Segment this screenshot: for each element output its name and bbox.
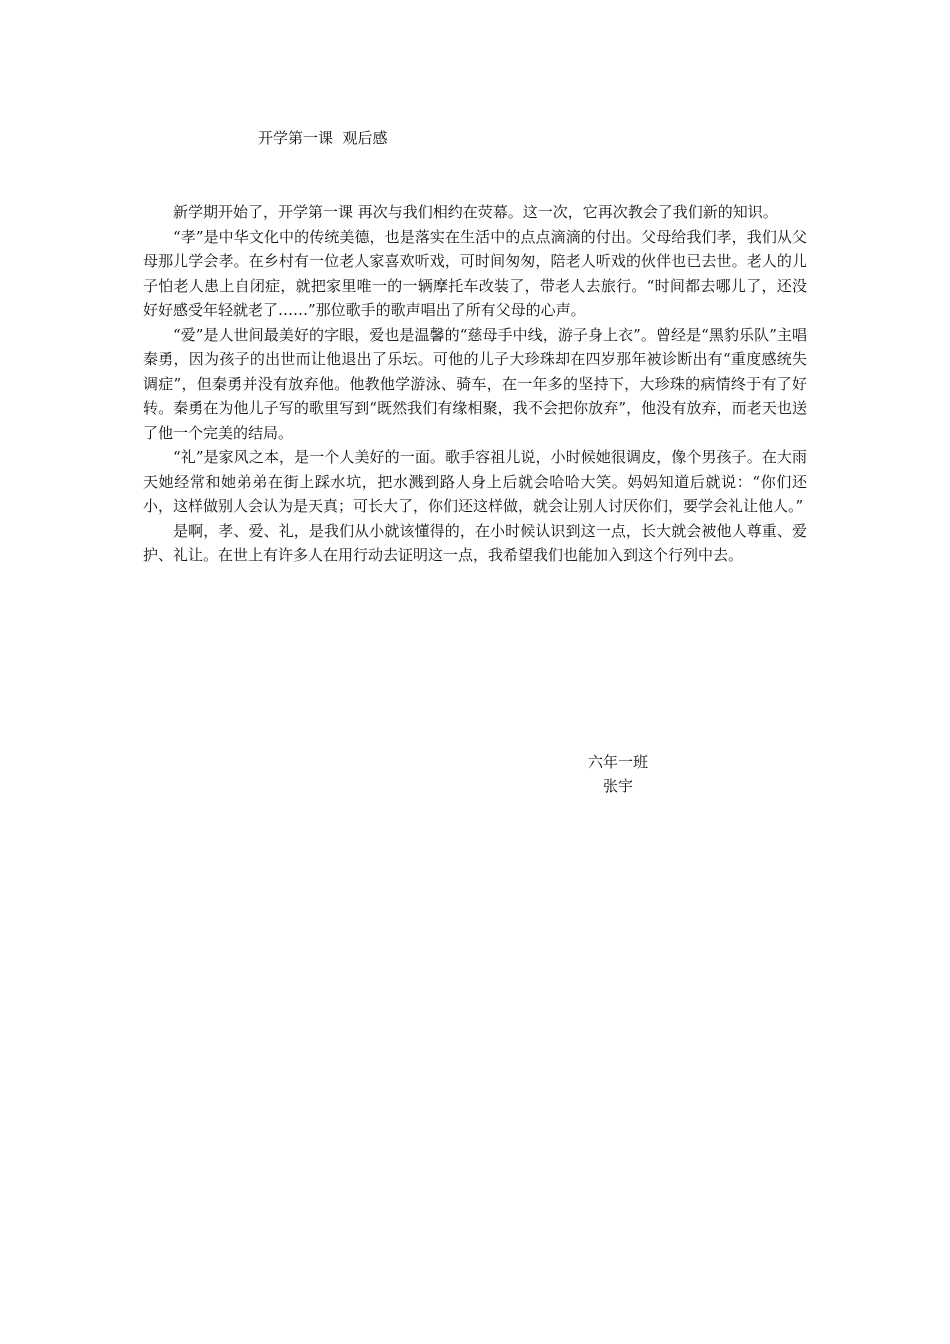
class-name: 六年一班	[587, 753, 648, 771]
paragraph-courtesy: “礼”是家风之本，是一个人美好的一面。歌手容祖儿说，小时候她很调皮，像个男孩子。在大雨天她经常和她弟弟在街上踩水坑，把水溅到路人身上后就会哈哈大笑。妈妈知道后就说：“你们还小，这样做别人会认为是天真；可长大了，你们还这样做，就会让别人讨厌你们，要学会礼让他人。”	[143, 448, 807, 515]
author-name: 张宇	[602, 777, 633, 795]
paragraph-conclusion: 是啊，孝、爱、礼，是我们从小就该懂得的，在小时候认识到这一点，长大就会被他人尊重、爱护、礼让。在世上有许多人在用行动去证明这一点，我希望我们也能加入到这个行列中去。	[143, 521, 807, 564]
paragraph-love: “爱”是人世间最美好的字眼，爱也是温馨的“慈母手中线，游子身上衣”。曾经是“黑豹乐队”主唱秦勇，因为孩子的出世而让他退出了乐坛。可他的儿子大珍珠却在四岁那年被诊断出有“重度感统失调症”，但秦勇并没有放弃他。他教他学游泳、骑车，在一年多的坚持下，大珍珠的病情终于有了好转。秦勇在为他儿子写的歌里写到“既然我们有缘相聚，我不会把你放弃”，他没有放弃，而老天也送了他一个完美的结局。	[143, 325, 807, 442]
paragraph-intro: 新学期开始了，开学第一课 再次与我们相约在荧幕。这一次，它再次教会了我们新的知识。	[173, 203, 778, 221]
document-body	[143, 200, 807, 568]
document-title: 开学第一课 观后感	[258, 129, 388, 147]
paragraph-filial-piety: “孝”是中华文化中的传统美德，也是落实在生活中的点点滴滴的付出。父母给我们孝，我们从父母那儿学会孝。在乡村有一位老人家喜欢听戏，可时间匆匆，陪老人听戏的伙伴也已去世。老人的儿子怕老人患上自闭症，就把家里唯一的一辆摩托车改装了，带老人去旅行。“时间都去哪儿了，还没好好感受年轻就老了……”那位歌手的歌声唱出了所有父母的心声。	[143, 227, 807, 319]
signature-block	[578, 750, 658, 798]
